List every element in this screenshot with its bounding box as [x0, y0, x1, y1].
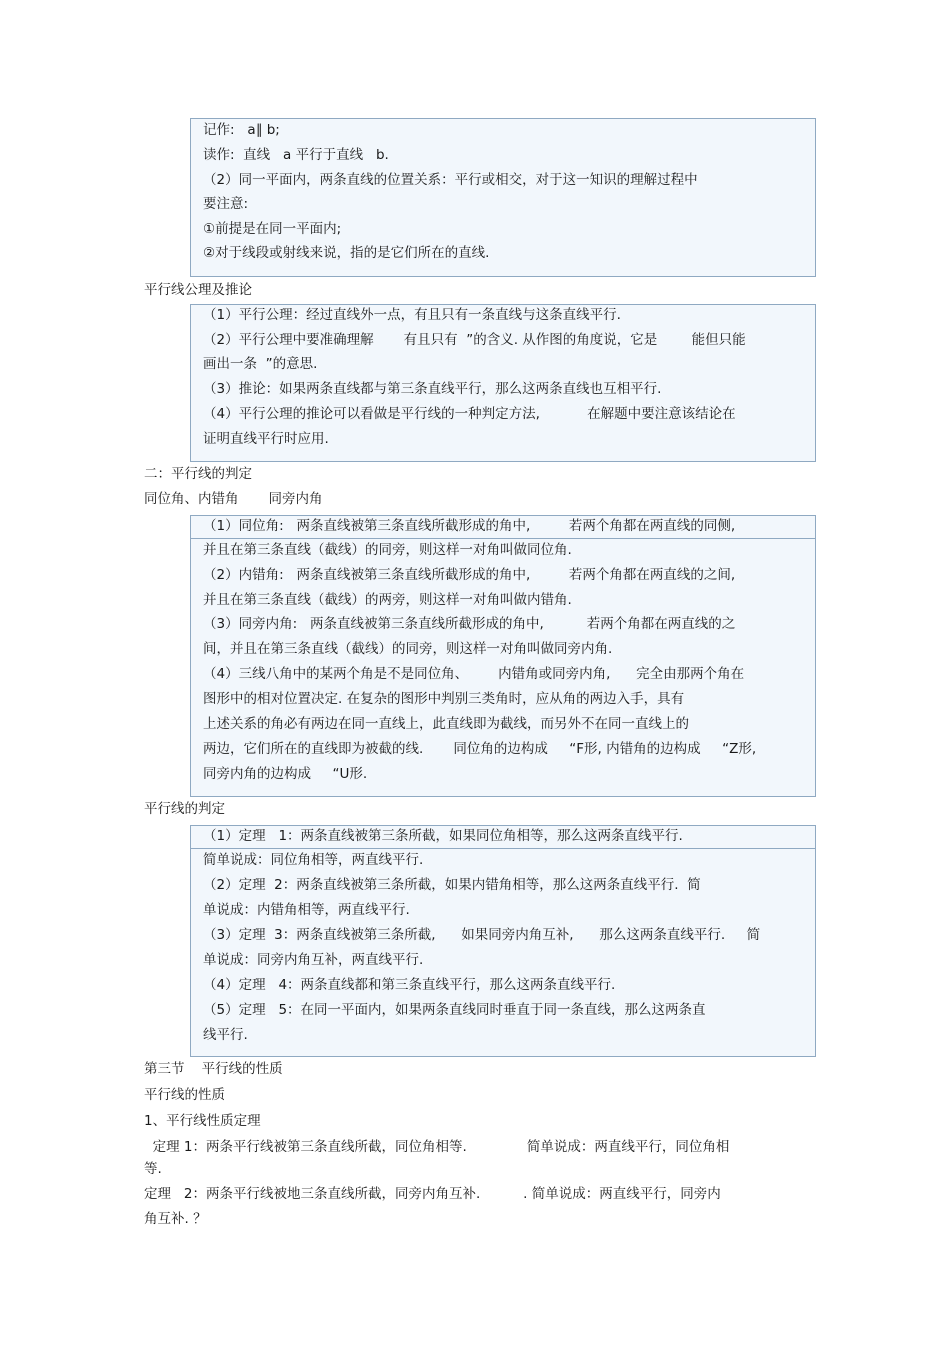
box-line: （1）平行公理：经过直线外一点，有且只有一条直线与这条直线平行.	[203, 307, 621, 323]
box-line: （3）定理 3：两条直线被第三条所截, 如果同旁内角互补, 那么这两条直线平行. 简	[203, 927, 761, 943]
box-line: （2）平行公理中要准确理解 有且只有 ”的含义. 从作图的角度说，它是 能但只能	[203, 332, 746, 348]
note-box-notation	[190, 118, 816, 277]
tail-line: 等.	[144, 1161, 162, 1177]
box-line: ②对于线段或射线来说，指的是它们所在的直线.	[203, 245, 490, 261]
box-divider	[191, 538, 815, 539]
box-line: （4）平行公理的推论可以看做是平行线的一种判定方法, 在解题中要注意该结论在	[203, 406, 736, 422]
box-line: 要注意:	[203, 196, 249, 212]
box-line: （3）推论：如果两条直线都与第三条直线平行，那么这两条直线也互相平行.	[203, 381, 662, 397]
heading-parallel-criteria: 平行线的判定	[144, 801, 225, 817]
box-line: 同旁内角的边构成 “U形.	[203, 766, 368, 782]
note-box-angles	[190, 515, 816, 797]
heading-angle-types: 同位角、内错角 同旁内角	[144, 491, 323, 507]
box-line: 图形中的相对位置决定. 在复杂的图形中判别三类角时，应从角的两边入手，具有	[203, 691, 685, 707]
box-line: （2）定理 2：两条直线被第三条所截，如果内错角相等，那么这两条直线平行. 简	[203, 877, 701, 893]
tail-line: 定理 2：两条平行线被地三条直线所截，同旁内角互补. . 简单说成：两直线平行，同旁内	[144, 1186, 721, 1202]
heading-parallel-axiom: 平行线公理及推论	[144, 282, 252, 298]
box-line: 记作: a∥ b;	[203, 122, 280, 138]
box-line: 上述关系的角必有两边在同一直线上，此直线即为截线，而另外不在同一直线上的	[203, 716, 689, 732]
note-box-axiom	[190, 304, 816, 462]
tail-line: 角互补. ？	[144, 1211, 207, 1227]
box-line: 单说成：内错角相等，两直线平行.	[203, 902, 410, 918]
box-line: 单说成：同旁内角互补，两直线平行.	[203, 952, 424, 968]
box-line: （2）同一平面内，两条直线的位置关系：平行或相交，对于这一知识的理解过程中	[203, 172, 698, 188]
heading-property-theorem: 1、平行线性质定理	[144, 1113, 261, 1129]
box-line: 并且在第三条直线（截线）的两旁，则这样一对角叫做内错角.	[203, 592, 572, 608]
box-line: ①前提是在同一平面内;	[203, 221, 342, 237]
box-line: （1）定理 1：两条直线被第三条所截，如果同位角相等，那么这两条直线平行.	[203, 828, 683, 844]
box-divider	[191, 848, 815, 849]
note-box-criteria	[190, 825, 816, 1057]
box-line: 简单说成：同位角相等，两直线平行.	[203, 852, 424, 868]
box-line: 并且在第三条直线（截线）的同旁，则这样一对角叫做同位角.	[203, 542, 572, 558]
box-line: （5）定理 5：在同一平面内，如果两条直线同时垂直于同一条直线，那么这两条直	[203, 1002, 706, 1018]
box-line: 证明直线平行时应用.	[203, 431, 329, 447]
box-line: 间，并且在第三条直线（截线）的同旁，则这样一对角叫做同旁内角.	[203, 641, 613, 657]
box-line: （1）同位角: 两条直线被第三条直线所截形成的角中, 若两个角都在两直线的同侧,	[203, 518, 736, 534]
box-line: （4）三线八角中的某两个角是不是同位角、 内错角或同旁内角, 完全由那两个角在	[203, 666, 745, 682]
heading-section-three: 第三节 平行线的性质	[144, 1061, 283, 1077]
box-line: 线平行.	[203, 1027, 248, 1043]
tail-line: 定理 1：两条平行线被第三条直线所截，同位角相等. 简单说成：两直线平行，同位角相	[144, 1139, 730, 1155]
box-line: 两边，它们所在的直线即为被截的线. 同位角的边构成 “F形, 内错角的边构成 “Z形,	[203, 741, 757, 757]
box-line: （2）内错角: 两条直线被第三条直线所截形成的角中, 若两个角都在两直线的之间,	[203, 567, 736, 583]
box-line: （3）同旁内角: 两条直线被第三条直线所截形成的角中, 若两个角都在两直线的之	[203, 616, 736, 632]
box-line: 读作: 直线 a 平行于直线 b.	[203, 147, 389, 163]
box-line: 画出一条 ”的意思.	[203, 356, 318, 372]
box-line: （4）定理 4：两条直线都和第三条直线平行，那么这两条直线平行.	[203, 977, 616, 993]
heading-properties: 平行线的性质	[144, 1087, 225, 1103]
heading-section-two: 二：平行线的判定	[144, 466, 252, 482]
